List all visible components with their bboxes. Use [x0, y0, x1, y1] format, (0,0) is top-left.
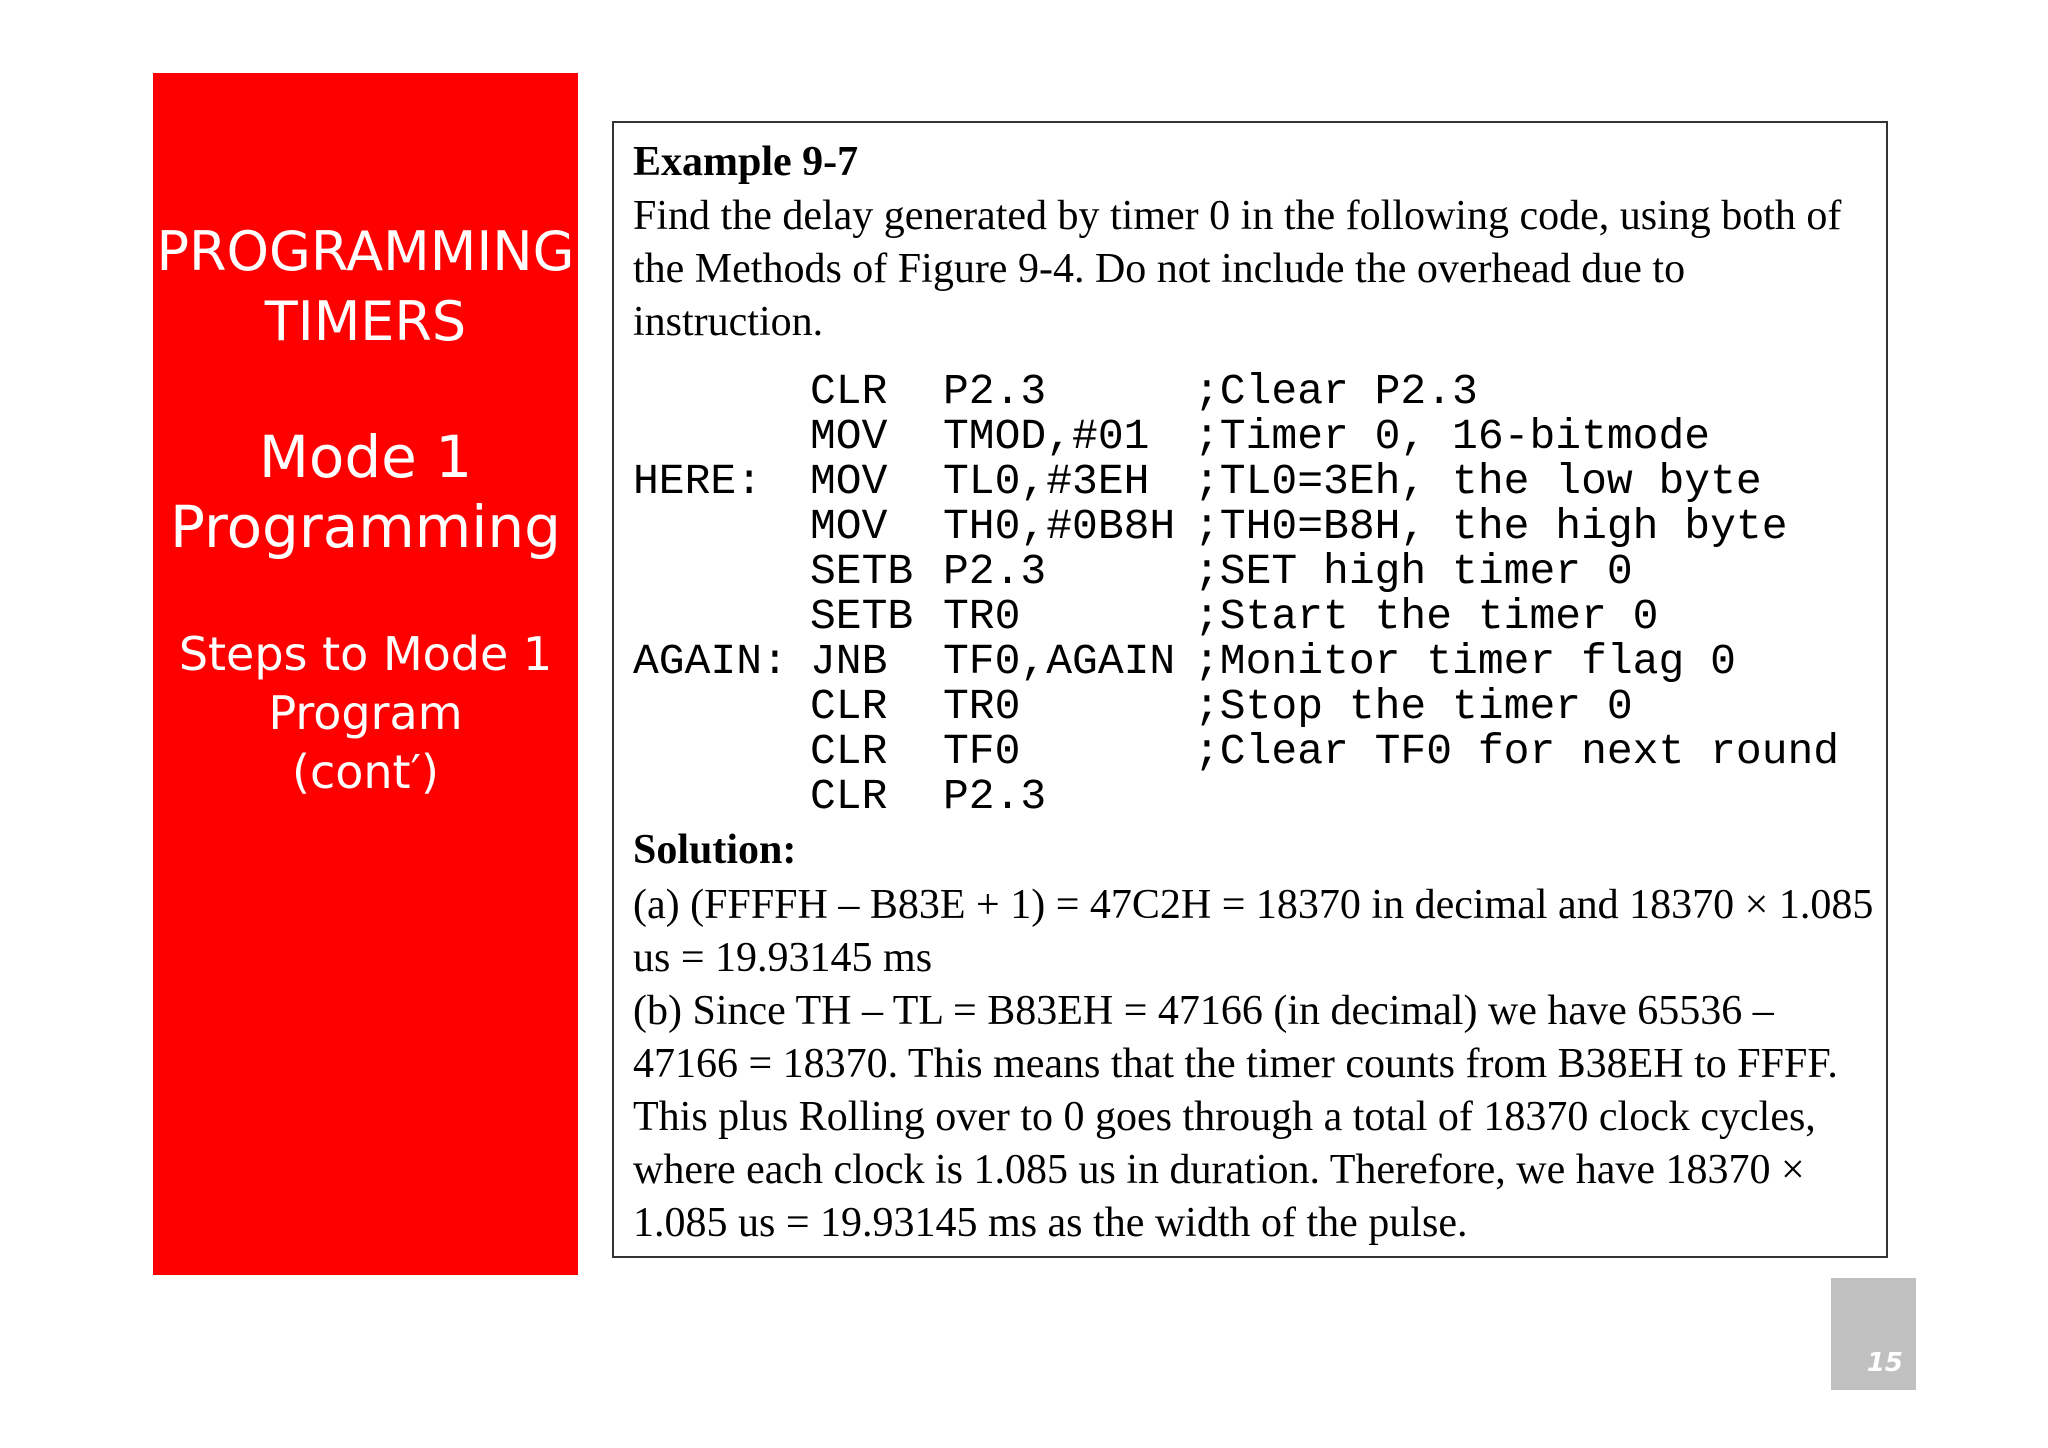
code-operand: P2.3: [943, 367, 1047, 416]
sidebar-title: [153, 217, 578, 357]
sidebar-title-line: PROGRAMMING: [156, 220, 575, 283]
code-line: [633, 549, 1839, 594]
code-comment: ;SET high timer 0: [1194, 547, 1633, 596]
code-operand: TF0,AGAIN: [943, 637, 1176, 686]
code-line: [633, 684, 1839, 729]
code-label: [633, 504, 810, 549]
code-label: [633, 549, 810, 594]
code-label: [633, 774, 810, 819]
code-operand: TR0: [943, 592, 1021, 641]
code-opcode: JNB: [810, 637, 888, 686]
code-operand: TMOD,#01: [943, 412, 1150, 461]
solution-part-b: (b) Since TH – TL = B83EH = 47166 (in decimal) we have 65536 – 47166 = 18370. This means that the timer counts from B38EH to FFFF. This plus Rolling over to 0 goes through a total of 18370 clock cycles, where each clock is 1.085 us in duration. Therefore, we have 18370 × 1.085 us = 19.93145 ms as the width of the pulse.: [633, 988, 1838, 1246]
code-label: [633, 684, 810, 729]
sidebar-panel: [153, 73, 578, 1275]
code-comment: ;TL0=3Eh, the low byte: [1194, 457, 1762, 506]
sidebar-mode-line: Mode 1: [258, 423, 473, 491]
code-line: [633, 414, 1839, 459]
code-comment: ;Clear TF0 for next round: [1194, 727, 1840, 776]
code-label: AGAIN:: [633, 637, 788, 686]
code-comment: ;Start the timer 0: [1194, 592, 1659, 641]
problem-statement: Find the delay generated by timer 0 in the following code, using both of the Methods of Figure 9-4. Do not include the overhead due to instruction.: [633, 193, 1842, 345]
code-operand: P2.3: [943, 772, 1047, 821]
sidebar-steps-line: Program: [268, 686, 463, 740]
code-label: [633, 369, 810, 414]
sidebar-steps-line: Steps to Mode 1: [178, 627, 553, 681]
sidebar-mode-heading: [153, 422, 578, 562]
code-comment: ;TH0=B8H, the high byte: [1194, 502, 1788, 551]
code-opcode: CLR: [810, 727, 888, 776]
page-number-badge: [1831, 1278, 1916, 1390]
code-listing: [633, 369, 1839, 819]
solution-body: [633, 879, 1878, 1250]
code-comment: ;Stop the timer 0: [1194, 682, 1633, 731]
example-title: Example 9-7: [633, 139, 859, 185]
code-operand: TL0,#3EH: [943, 457, 1150, 506]
code-comment: ;Timer 0, 16-bitmode: [1194, 412, 1711, 461]
code-opcode: MOV: [810, 502, 888, 551]
code-comment: ;Monitor timer flag 0: [1194, 637, 1736, 686]
code-comment: ;Clear P2.3: [1194, 367, 1478, 416]
code-line: [633, 369, 1839, 414]
code-opcode: MOV: [810, 457, 888, 506]
solution-part-a: (a) (FFFFH – B83E + 1) = 47C2H = 18370 in decimal and 18370 × 1.085 us = 19.93145 ms: [633, 882, 1874, 981]
sidebar-steps-line: (cont′): [292, 745, 439, 799]
code-label: [633, 729, 810, 774]
code-opcode: SETB: [810, 547, 914, 596]
code-line: [633, 639, 1839, 684]
code-line: [633, 774, 1839, 819]
code-line: [633, 594, 1839, 639]
solution-title: Solution:: [633, 827, 797, 873]
code-label: [633, 594, 810, 639]
page-number: 15: [1866, 1348, 1903, 1378]
sidebar-mode-line: Programming: [170, 493, 561, 561]
code-opcode: MOV: [810, 412, 888, 461]
code-label: [633, 414, 810, 459]
code-line: [633, 459, 1839, 504]
sidebar-steps-heading: [153, 625, 578, 802]
code-operand: P2.3: [943, 547, 1047, 596]
code-opcode: CLR: [810, 367, 888, 416]
example-box: [612, 121, 1888, 1258]
code-operand: TF0: [943, 727, 1021, 776]
code-opcode: SETB: [810, 592, 914, 641]
sidebar-title-line: TIMERS: [264, 290, 467, 353]
code-operand: TR0: [943, 682, 1021, 731]
code-label: HERE:: [633, 457, 763, 506]
code-line: [633, 729, 1839, 774]
code-line: [633, 504, 1839, 549]
code-operand: TH0,#0B8H: [943, 502, 1176, 551]
code-opcode: CLR: [810, 682, 888, 731]
code-opcode: CLR: [810, 772, 888, 821]
